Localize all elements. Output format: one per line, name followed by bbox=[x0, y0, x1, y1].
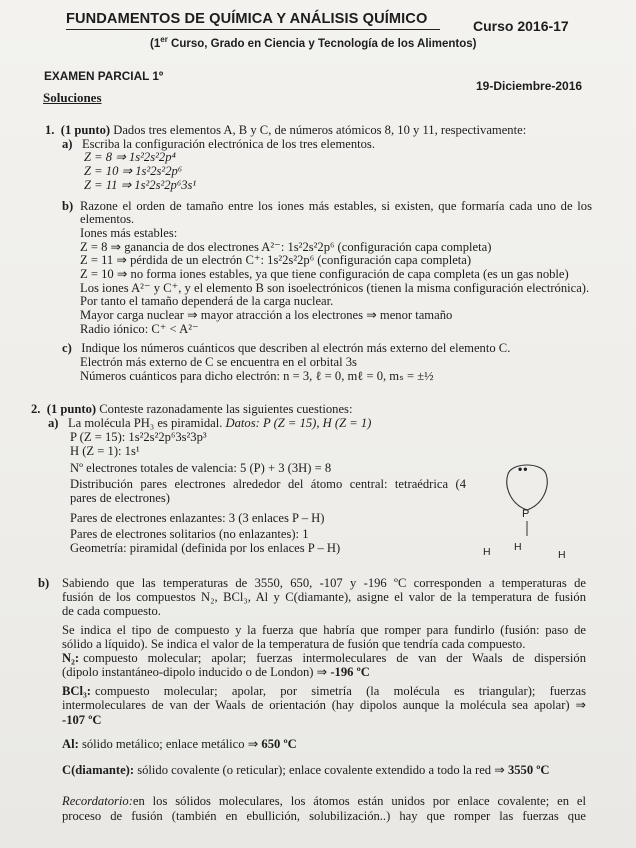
ion-z11: Z = 11 ⇒ pérdida de un electrón C⁺: 1s²2s²2p⁶ (configuración capa completa) bbox=[80, 253, 472, 267]
isoelectronic-note: Los iones A²⁻ y C⁺, y el elemento B son isoelectrónicos (tienen la misma configuración electrónica). bbox=[80, 281, 590, 295]
diamond-assignment: C(diamante): sólido covalente (o reticular); enlace covalente extendido a todo la red ⇒ 3550 ºC bbox=[62, 763, 550, 777]
nuclear-charge: Mayor carga nuclear ⇒ mayor atracción a los electrones ⇒ menor tamaño bbox=[80, 308, 453, 322]
electron-distribution-cont: pares de electrones) bbox=[70, 491, 170, 505]
lone-pairs: Pares de electrones solitarios (no enlazantes): 1 bbox=[70, 527, 309, 541]
config-z11: Z = 11 ⇒ 1s²2s²2p⁶3s¹ bbox=[84, 178, 197, 192]
electron-distribution: Distribución pares electrones alrededor del átomo central: tetraédrica (4 bbox=[70, 477, 466, 491]
q2b-answer-2: sólido a líquido). Se indica el valor de la temperatura de fusión que tendría cada compuesto. bbox=[62, 637, 526, 651]
solutions-label: Soluciones bbox=[43, 90, 102, 105]
config-z8: Z = 8 ⇒ 1s²2s²2p⁴ bbox=[84, 150, 176, 164]
h-atom-right: H bbox=[558, 549, 566, 561]
ion-z10: Z = 10 ⇒ no forma iones estables, ya que tiene configuración de capa completa (es un gas noble) bbox=[80, 267, 569, 281]
course-year: Curso 2016-17 bbox=[473, 18, 569, 34]
exam-date: 19-Diciembre-2016 bbox=[476, 79, 583, 93]
p-atom: P bbox=[522, 508, 530, 520]
q1c: c) Indique los números cuánticos que describen al electrón más externo del elemento C. bbox=[62, 341, 511, 355]
bonding-pairs: Pares de electrones enlazantes: 3 (3 enlaces P – H) bbox=[70, 511, 325, 525]
q2b-text-2: fusión de los compuestos N₂, BCl₃, Al y C(diamante), asigne el valor de la temperatura de fusión bbox=[62, 590, 586, 604]
bcl3-temp: -107 ºC bbox=[62, 713, 102, 727]
q1b-text-cont: elementos. bbox=[80, 212, 135, 226]
q1a: a) Escriba la configuración electrónica de los tres elementos. bbox=[62, 137, 375, 151]
q2b-text-3: de cada compuesto. bbox=[62, 604, 161, 618]
exam-title: EXAMEN PARCIAL 1º bbox=[44, 69, 164, 83]
q1c-answer-1: Electrón más externo de C se encuentra en el orbital 3s bbox=[80, 355, 357, 369]
n2-assignment: N₂: compuesto molecular; apolar; fuerzas intermoleculares de van der Waals de dispersión bbox=[62, 651, 586, 665]
al-assignment: Al: sólido metálico; enlace metálico ⇒ 650 ºC bbox=[62, 737, 297, 751]
ionic-radius: Radio iónico: C⁺ < A²⁻ bbox=[80, 322, 199, 336]
size-depends: Por tanto el tamaño dependerá de la carga nuclear. bbox=[80, 294, 334, 308]
q2-statement: 2. (1 punto) Conteste razonadamente las siguientes cuestiones: bbox=[31, 402, 353, 416]
q2b-label: b) bbox=[38, 576, 50, 590]
h-config: H (Z = 1): 1s¹ bbox=[70, 444, 140, 458]
course-title: FUNDAMENTOS DE QUÍMICA Y ANÁLISIS QUÍMICO bbox=[66, 11, 428, 27]
lone-pair-dots: •• bbox=[518, 462, 529, 476]
q2b-text: Sabiendo que las temperaturas de 3550, 650, -107 y -196 ºC corresponden a temperaturas de bbox=[62, 576, 586, 590]
h-atom-front: H bbox=[514, 541, 522, 553]
q2a: a) La molécula PH₃ es piramidal. Datos: P (Z = 15), H (Z = 1) bbox=[48, 416, 372, 430]
p-config: P (Z = 15): 1s²2s²2p⁶3s²3p³ bbox=[70, 430, 207, 444]
course-subtitle: (1er Curso, Grado en Ciencia y Tecnología de los Alimentos) bbox=[150, 35, 477, 50]
geometry: Geometría: piramidal (definida por los enlaces P – H) bbox=[70, 541, 341, 555]
config-z10: Z = 10 ⇒ 1s²2s²2p⁶ bbox=[84, 164, 183, 178]
ion-z8: Z = 8 ⇒ ganancia de dos electrones A²⁻: 1s²2s²2p⁶ (configuración capa completa) bbox=[80, 240, 492, 254]
reminder: Recordatorio: en los sólidos moleculares, los átomos están unidos por enlace covalente; en el bbox=[62, 794, 586, 808]
ph3-diagram bbox=[472, 452, 582, 562]
valence-electrons: Nº electrones totales de valencia: 5 (P) + 3 (3H) = 8 bbox=[70, 461, 332, 475]
ions-title: Iones más estables: bbox=[80, 226, 178, 240]
q1b-label: b) bbox=[62, 199, 74, 213]
h-atom-left: H bbox=[483, 546, 491, 558]
q1c-answer-2: Números cuánticos para dicho electrón: n = 3, ℓ = 0, mℓ = 0, mₛ = ±½ bbox=[80, 369, 434, 383]
q2b-answer-1: Se indica el tipo de compuesto y la fuerza que habría que romper para fundirlo (fusión: paso de bbox=[62, 623, 586, 637]
title-underline bbox=[66, 29, 440, 30]
q1b-text: Razone el orden de tamaño entre los iones más estables, si existen, que formaría cada uno de los bbox=[80, 199, 592, 213]
bcl3-assignment: BCl₃: compuesto molecular; apolar, por simetría (la molécula es triangular); fuerzas bbox=[62, 684, 586, 698]
q1-statement: 1. (1 punto) Dados tres elementos A, B y C, de números atómicos 8, 10 y 11, respectivamente: bbox=[45, 123, 527, 137]
n2-assignment-cont: (dipolo instantáneo-dipolo inducido o de London) ⇒ -196 ºC bbox=[62, 665, 370, 679]
bcl3-assignment-cont: intermoleculares de van der Waals de orientación (hay dipolos aunque la molécula sea apolar) ⇒ bbox=[62, 698, 586, 712]
reminder-cont: proceso de fusión (también en ebullición, solubilización..) hay que romper las fuerzas que bbox=[62, 809, 586, 823]
